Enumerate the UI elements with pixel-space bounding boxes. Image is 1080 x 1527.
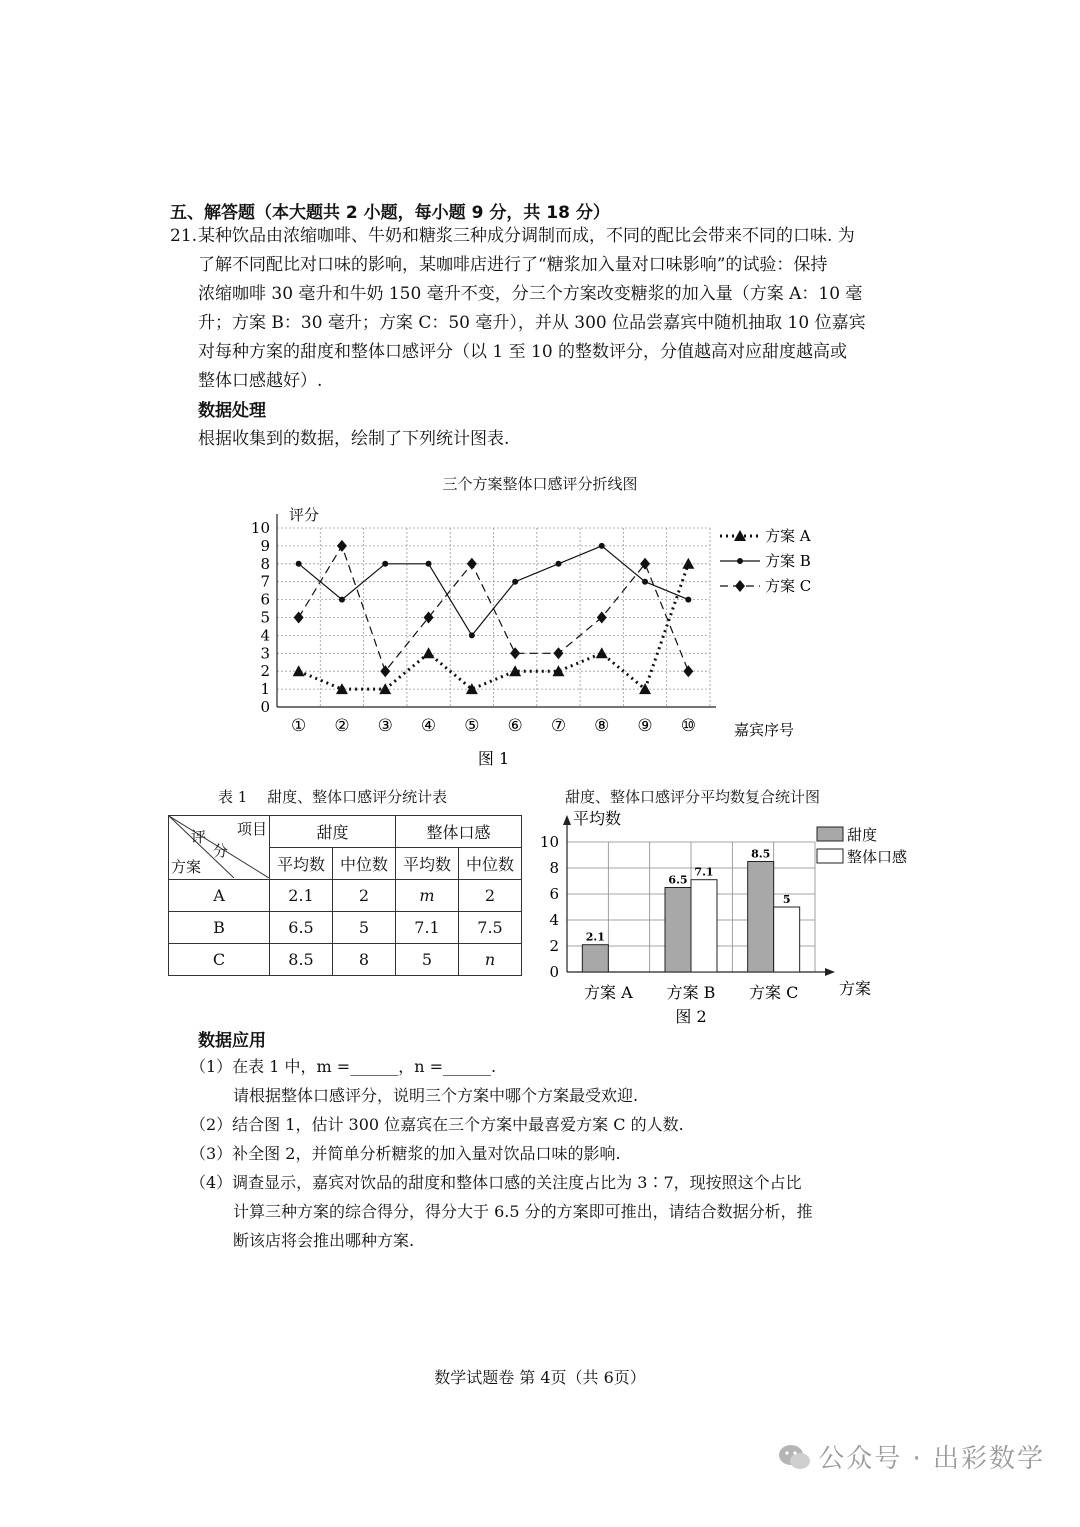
section-heading: 五、解答题（本大题共 2 小题，每小题 9 分，共 18 分） bbox=[170, 203, 610, 223]
corner-label-fen: 分 bbox=[213, 842, 229, 860]
y-tick-label: 4 bbox=[549, 911, 559, 929]
bar bbox=[582, 945, 608, 972]
y-tick-label: 0 bbox=[549, 963, 559, 981]
table-cell: 6.5 bbox=[270, 912, 333, 944]
line-chart bbox=[240, 500, 840, 770]
table-cell: n bbox=[459, 944, 522, 976]
question-21 bbox=[170, 222, 925, 396]
x-tick-label: ⑥ bbox=[507, 716, 523, 736]
table-cell: 7.5 bbox=[459, 912, 522, 944]
y-tick-label: 3 bbox=[260, 644, 270, 663]
data-point-diamond bbox=[735, 580, 745, 592]
y-axis-arrow bbox=[563, 815, 571, 825]
data-label: 5 bbox=[782, 893, 791, 906]
y-tick-label: 7 bbox=[260, 572, 270, 591]
y-tick-label: 8 bbox=[260, 554, 270, 573]
y-tick-label: 5 bbox=[260, 608, 270, 627]
table-cell: 8 bbox=[333, 944, 396, 976]
legend-swatch bbox=[817, 827, 843, 841]
table-cell: 7.1 bbox=[396, 912, 459, 944]
x-tick-label: ⑩ bbox=[680, 716, 696, 736]
question-line: 浓缩咖啡 30 毫升和牛奶 150 毫升不变，分三个方案改变糖浆的加入量（方案 A：10 毫 bbox=[198, 284, 863, 304]
watermark-text: 公众号 · 出彩数学 bbox=[818, 1444, 1045, 1474]
table1 bbox=[168, 815, 522, 976]
table-cell: C bbox=[169, 944, 270, 976]
table-row bbox=[169, 912, 522, 944]
data-point-diamond bbox=[510, 647, 520, 659]
data-point-dot bbox=[296, 561, 302, 567]
y-axis-label: 评分 bbox=[289, 506, 320, 524]
data-processing-heading: 数据处理 bbox=[198, 401, 266, 421]
application-item: 计算三种方案的综合得分，得分大于 6.5 分的方案即可推出，请结合数据分析，推 bbox=[233, 1202, 813, 1221]
corner-label-ping: 评 bbox=[191, 828, 207, 846]
data-point-triangle bbox=[466, 683, 478, 694]
data-point-diamond bbox=[467, 558, 477, 570]
application-item: 断该店将会推出哪种方案. bbox=[233, 1231, 415, 1250]
question-number: 21. bbox=[170, 226, 198, 246]
data-point-dot bbox=[382, 561, 388, 567]
table-row bbox=[169, 880, 522, 912]
data-label: 2.1 bbox=[585, 930, 605, 944]
watermark bbox=[778, 1438, 1045, 1475]
application-items bbox=[190, 1052, 950, 1255]
legend-label: 甜度 bbox=[847, 826, 878, 844]
question-line: 整体口感越好）. bbox=[198, 371, 323, 391]
data-point-diamond bbox=[337, 540, 347, 552]
y-axis-label: 平均数 bbox=[573, 809, 622, 828]
chart-caption: 图 2 bbox=[675, 1007, 707, 1026]
legend-label: 整体口感 bbox=[847, 848, 908, 866]
y-tick-label: 0 bbox=[260, 698, 270, 716]
y-tick-label: 4 bbox=[260, 626, 270, 645]
x-tick-label: ④ bbox=[420, 716, 437, 736]
y-tick-label: 10 bbox=[250, 519, 270, 537]
page-footer: 数学试题卷 第 4页（共 6页） bbox=[434, 1368, 646, 1387]
chart1-title: 三个方案整体口感评分折线图 bbox=[442, 475, 638, 493]
x-tick-label: 方案 A bbox=[584, 983, 633, 1002]
table-subheader: 平均数 bbox=[396, 848, 459, 880]
data-point-dot bbox=[642, 579, 648, 585]
data-processing-text: 根据收集到的数据，绘制了下列统计图表. bbox=[198, 429, 510, 449]
data-point-diamond bbox=[294, 612, 304, 624]
x-tick-label: ⑤ bbox=[464, 716, 480, 736]
data-point-triangle bbox=[682, 558, 694, 569]
table-cell: B bbox=[169, 912, 270, 944]
data-label: 8.5 bbox=[751, 847, 771, 861]
data-application-heading: 数据应用 bbox=[198, 1031, 266, 1051]
data-point-diamond bbox=[553, 647, 563, 659]
question-line: 对每种方案的甜度和整体口感评分（以 1 至 10 的整数评分，分值越高对应甜度越高或 bbox=[198, 342, 848, 362]
legend-label: 方案 B bbox=[765, 552, 811, 570]
data-label: 6.5 bbox=[668, 873, 688, 887]
application-item: （3）补全图 2，并简单分析糖浆的加入量对饮品口味的影响. bbox=[190, 1144, 621, 1163]
series-line bbox=[299, 564, 689, 689]
question-line: 了解不同配比对口味的影响，某咖啡店进行了“糖浆加入量对口味影响”的试验：保持 bbox=[198, 255, 828, 275]
chart2-title: 甜度、整体口感评分平均数复合统计图 bbox=[565, 788, 821, 806]
legend-swatch bbox=[817, 849, 843, 863]
data-point-dot bbox=[339, 597, 345, 603]
y-tick-label: 10 bbox=[539, 833, 559, 851]
x-tick-label: ③ bbox=[377, 716, 393, 736]
table-subheader: 中位数 bbox=[459, 848, 522, 880]
chart-caption: 图 1 bbox=[477, 749, 510, 768]
application-item: 请根据整体口感评分，说明三个方案中哪个方案最受欢迎. bbox=[233, 1086, 639, 1105]
data-point-dot bbox=[685, 597, 691, 603]
table-cell: 5 bbox=[396, 944, 459, 976]
application-item: （1）在表 1 中，m =______，n =______. bbox=[190, 1057, 497, 1076]
bar bbox=[691, 880, 717, 972]
data-point-dot bbox=[512, 579, 518, 585]
x-tick-label: ⑨ bbox=[637, 716, 653, 736]
bar-chart bbox=[530, 805, 930, 1030]
y-tick-label: 2 bbox=[549, 937, 559, 955]
corner-label-plan: 方案 bbox=[171, 858, 202, 876]
table-subheader: 平均数 bbox=[270, 848, 333, 880]
x-axis-arrow bbox=[825, 968, 835, 976]
data-point-triangle bbox=[423, 647, 435, 658]
table-group-header: 整体口感 bbox=[396, 816, 522, 848]
table-cell: 2 bbox=[333, 880, 396, 912]
y-tick-label: 2 bbox=[260, 662, 270, 681]
bar bbox=[748, 862, 774, 973]
question-line: 升；方案 B：30 毫升；方案 C：50 毫升），并从 300 位品尝嘉宾中随机抽取 10 位嘉宾 bbox=[198, 313, 866, 333]
table-cell: 2.1 bbox=[270, 880, 333, 912]
x-tick-label: ⑦ bbox=[550, 716, 567, 736]
x-tick-label: ② bbox=[334, 716, 350, 736]
data-point-dot bbox=[737, 558, 743, 564]
x-axis-label: 嘉宾序号 bbox=[734, 721, 795, 739]
data-point-diamond bbox=[683, 665, 693, 677]
y-tick-label: 6 bbox=[549, 885, 559, 903]
legend-label: 方案 A bbox=[765, 527, 811, 545]
table-subheader: 中位数 bbox=[333, 848, 396, 880]
question-line: 某种饮品由浓缩咖啡、牛奶和糖浆三种成分调制而成，不同的配比会带来不同的口味. 为 bbox=[198, 226, 855, 246]
data-point-diamond bbox=[597, 612, 607, 624]
table-cell: 8.5 bbox=[270, 944, 333, 976]
table-row bbox=[169, 944, 522, 976]
data-point-dot bbox=[469, 632, 475, 638]
x-tick-label: 方案 B bbox=[666, 983, 716, 1002]
table1-caption: 表 1 甜度、整体口感评分统计表 bbox=[218, 788, 448, 806]
data-point-dot bbox=[426, 561, 432, 567]
table-group-header: 甜度 bbox=[270, 816, 396, 848]
application-item: （2）结合图 1，估计 300 位嘉宾在三个方案中最喜爱方案 C 的人数. bbox=[190, 1115, 684, 1134]
x-tick-label: ⑧ bbox=[594, 716, 610, 736]
y-tick-label: 8 bbox=[549, 859, 559, 877]
x-tick-label: 方案 C bbox=[748, 983, 799, 1002]
data-label: 7.1 bbox=[694, 865, 714, 879]
data-point-dot bbox=[599, 543, 605, 549]
table-corner-cell bbox=[169, 816, 270, 880]
legend-label: 方案 C bbox=[765, 577, 812, 595]
data-point-triangle bbox=[596, 647, 608, 658]
bar bbox=[665, 888, 691, 973]
y-tick-label: 9 bbox=[260, 536, 270, 555]
table-cell: 5 bbox=[333, 912, 396, 944]
table-cell: m bbox=[396, 880, 459, 912]
corner-label-item: 项目 bbox=[236, 820, 267, 838]
y-tick-label: 1 bbox=[260, 680, 270, 699]
bar bbox=[774, 907, 800, 972]
wechat-icon bbox=[778, 1443, 812, 1471]
data-point-triangle bbox=[639, 683, 651, 694]
data-point-triangle bbox=[293, 665, 305, 676]
y-tick-label: 6 bbox=[260, 590, 270, 609]
table-cell: A bbox=[169, 880, 270, 912]
x-axis-label: 方案 bbox=[839, 979, 872, 998]
data-point-dot bbox=[555, 561, 561, 567]
table-cell: 2 bbox=[459, 880, 522, 912]
x-tick-label: ① bbox=[291, 716, 307, 736]
application-item: （4）调查显示，嘉宾对饮品的甜度和整体口感的关注度占比为 3∶7，现按照这个占比 bbox=[190, 1173, 802, 1192]
